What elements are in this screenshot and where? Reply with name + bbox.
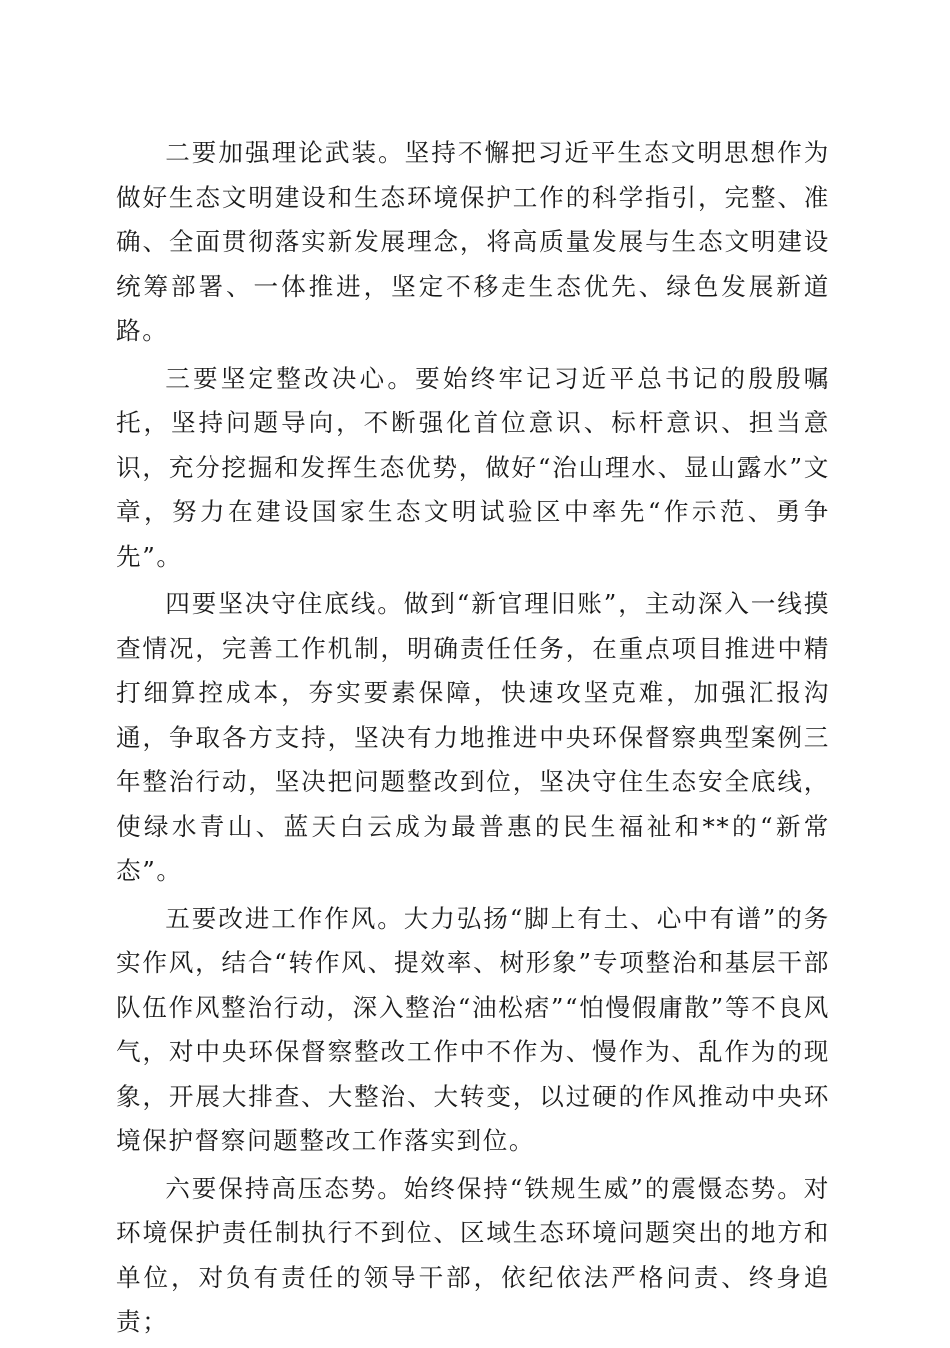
paragraph-work-style: 五要改进工作作风。大力弘扬“脚上有土、心中有谱”的务实作风，结合“转作风、提效率、树形象”专项整治和基层干部队伍作风整治行动，深入整治“油松痞”“怕慢假庸散”等不良风气，对中央环保督察整改工作中不作为、慢作为、乱作为的现象，开展大排查、大整治、大转变，以过硬的作风推动中央环境保护督察问题整改工作落实到位。 (116, 903, 830, 1155)
paragraph-rectification-resolve: 三要坚定整改决心。要始终牢记习近平总书记的殷殷嘱托，坚持问题导向，不断强化首位意识、标杆意识、担当意识，充分挖掘和发挥生态优势，做好“治山理水、显山露水”文章，努力在建设国家生态文明试验区中率先“作示范、勇争先”。 (116, 363, 830, 571)
paragraph-high-pressure: 六要保持高压态势。始终保持“铁规生威”的震慑态势。对环境保护责任制执行不到位、区域生态环境问题突出的地方和单位，对负有责任的领导干部，依纪依法严格问责、终身追责； (116, 1173, 830, 1336)
document-body (116, 131, 830, 1348)
paragraph-bottom-line: 四要坚决守住底线。做到“新官理旧账”，主动深入一线摸查情况，完善工作机制，明确责任任务，在重点项目推进中精打细算控成本，夯实要素保障，快速攻坚克难，加强汇报沟通，争取各方支持，坚决有力地推进中央环保督察典型案例三年整治行动，坚决把问题整改到位，坚决守住生态安全底线，使绿水青山、蓝天白云成为最普惠的民生福祉和**的“新常态”。 (116, 589, 830, 885)
paragraph-theory-study: 二要加强理论武装。坚持不懈把习近平生态文明思想作为做好生态文明建设和生态环境保护工作的科学指引，完整、准确、全面贯彻落实新发展理念，将高质量发展与生态文明建设统筹部署、一体推进，坚定不移走生态优先、绿色发展新道路。 (116, 138, 830, 345)
